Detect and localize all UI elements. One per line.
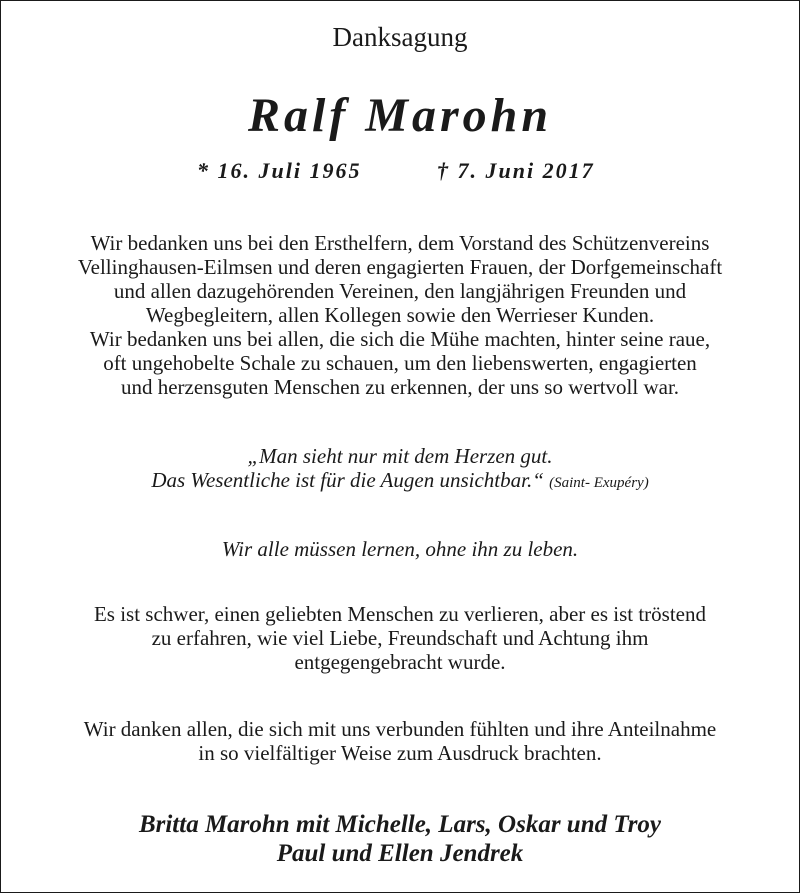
thanks-paragraph [0, 231, 800, 399]
paragraph-line: Wir danken allen, die sich mit uns verbunden fühlten und ihre Anteilnahme [83, 717, 717, 741]
deceased-name: Ralf Marohn [247, 89, 553, 142]
learn-line: Wir alle müssen lernen, ohne ihn zu leben. [221, 537, 579, 561]
gratitude-paragraph [0, 717, 800, 765]
quote-block [0, 444, 800, 495]
quote-source: (Saint- Exupéry) [549, 475, 649, 491]
paragraph-line: und herzensguten Menschen zu erkennen, der uns so wertvoll war. [120, 375, 680, 399]
birth-date: * 16. Juli 1965 [197, 158, 362, 183]
signature-line: Britta Marohn mit Michelle, Lars, Oskar und Troy [138, 811, 662, 838]
paragraph-line: oft ungehobelte Schale zu schauen, um den liebenswerten, engagierten [103, 351, 697, 375]
paragraph-line: Vellinghausen-Eilmsen und deren engagierten Frauen, der Dorfgemeinschaft [77, 255, 723, 279]
death-date: † 7. Juni 2017 [437, 158, 595, 183]
paragraph-line: Wir bedanken uns bei den Ersthelfern, dem Vorstand des Schützenvereins [90, 231, 710, 255]
paragraph-line: in so vielfältiger Weise zum Ausdruck brachten. [198, 741, 602, 765]
comfort-paragraph [0, 602, 800, 674]
paragraph-line: Es ist schwer, einen geliebten Menschen zu verlieren, aber es ist tröstend [93, 602, 707, 626]
paragraph-line: entgegengebracht wurde. [294, 650, 506, 674]
paragraph-line: und allen dazugehörenden Vereinen, den langjährigen Freunden und [113, 279, 687, 303]
paragraph-line: Wir bedanken uns bei allen, die sich die Mühe machten, hinter seine raue, [89, 327, 711, 351]
paragraph-line: zu erfahren, wie viel Liebe, Freundschaft und Achtung ihm [151, 626, 649, 650]
signatures [0, 810, 800, 868]
quote-line: Das Wesentliche ist für die Augen unsichtbar.“ [151, 468, 544, 492]
signature-line: Paul und Ellen Jendrek [276, 840, 524, 867]
paragraph-line: Wegbegleitern, allen Kollegen sowie den Werrieser Kunden. [145, 303, 655, 327]
quote-line-with-source [0, 468, 800, 495]
quote-line: „Man sieht nur mit dem Herzen gut. [247, 444, 553, 468]
notice-heading: Danksagung [332, 22, 468, 52]
